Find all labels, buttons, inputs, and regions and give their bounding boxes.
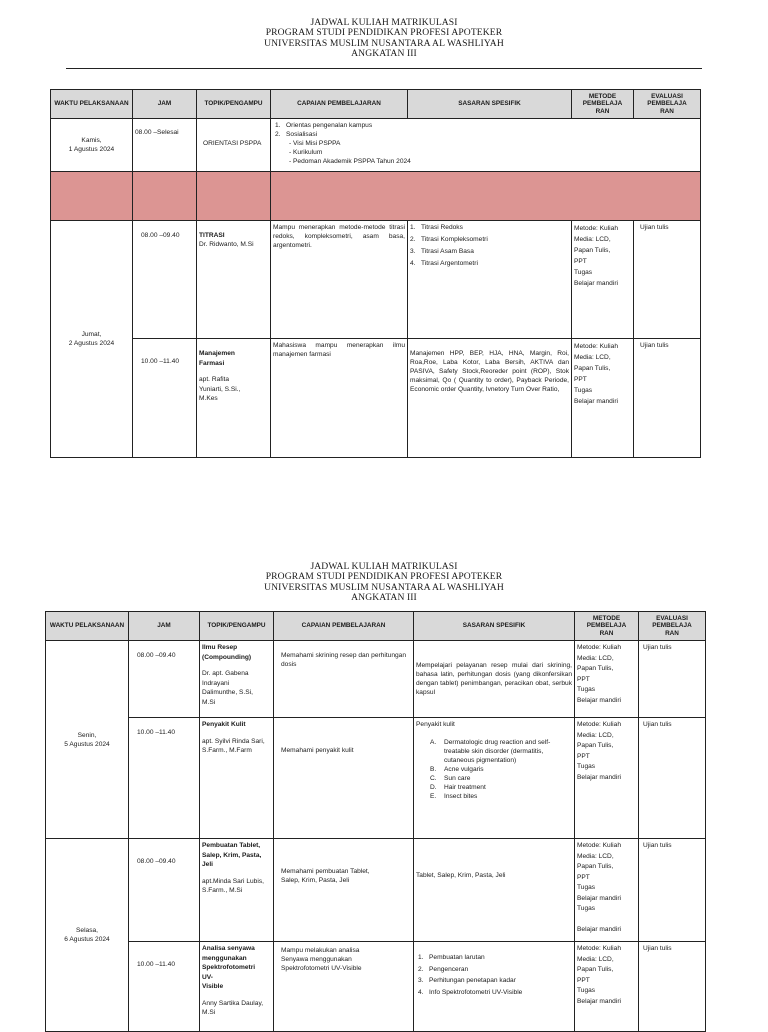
orientation-agenda: 1. Orientas pengenalan kampus 2. Sosialisasi - Visi Misi PSPPA - Kurikulum - Pedoman Akademik PSPPA Tahun 2024 xyxy=(271,119,701,172)
topic-cell: ORIENTASI PSPPA xyxy=(197,119,271,172)
col-topik: TOPIK/PENGAMPU xyxy=(200,612,274,641)
evaluation-cell: Ujian tulis xyxy=(634,339,701,458)
method-cell: Metode: Kuliah Media: LCD, Papan Tulis, PPT Tugas Belajar mandiri xyxy=(572,339,634,458)
method-cell: Metode: Kuliah Media: LCD, Papan Tulis, PPT Tugas Belajar mandiri xyxy=(575,942,639,1032)
topic-cell: Ilmu Resep (Compounding) Dr. apt. Gabena Indrayani Dalimunthe, S.Si, M.Si xyxy=(200,641,274,718)
header-title: JADWAL KULIAH MATRIKULASI xyxy=(310,17,458,28)
col-metode: METODE PEMBELAJA RAN xyxy=(572,90,634,119)
learning-outcome: Mahasiswa mampu menerapkan ilmu manajemen farmasi xyxy=(271,339,408,458)
document-header-1 xyxy=(0,18,768,60)
header-program: PROGRAM STUDI PENDIDIKAN PROFESI APOTEKER xyxy=(265,571,503,583)
topic-cell: Penyakit Kulit apt. Syilvi Rinda Sari, S.Farm., M.Farm xyxy=(200,718,274,839)
table-row xyxy=(46,839,706,942)
col-evaluasi: EVALUASI PEMBELAJA RAN xyxy=(634,90,701,119)
table-row xyxy=(46,718,706,839)
header-title: JADWAL KULIAH MATRIKULASI xyxy=(310,561,458,572)
learning-outcome: Mampu menerapkan metode-metode titrasi redoks, kompleksometri, asam basa, argentometri. xyxy=(271,221,408,339)
date-cell: Senin, 5 Agustus 2024 xyxy=(46,641,129,839)
document-header-2 xyxy=(0,562,768,604)
time-cell: 10.00 –11.40 xyxy=(129,718,200,839)
col-capaian: CAPAIAN PEMBELAJARAN xyxy=(274,612,414,641)
col-topik: TOPIK/PENGAMPU xyxy=(197,90,271,119)
specific-targets: 1. Pembuatan larutan 2. Pengenceran 3. Perhitungan penetapan kadar 4. Info Spektrofotometri UV-Visible xyxy=(414,942,575,1032)
header-batch: ANGKATAN III xyxy=(351,48,417,60)
time-cell: 10.00 –11.40 xyxy=(129,942,200,1032)
learning-outcome: Mampu melakukan analisa Senyawa menggunakan Spektrofotometri UV-Visible xyxy=(274,942,414,1032)
specific-targets: 1. Titrasi Redoks 2. Titrasi Kompleksometri 3. Titrasi Asam Basa 4. Titrasi Argentometri xyxy=(408,221,572,339)
table-row xyxy=(46,942,706,1032)
col-capaian: CAPAIAN PEMBELAJARAN xyxy=(271,90,408,119)
method-cell: Metode: Kuliah Media: LCD, Papan Tulis, PPT Tugas Belajar mandiri Tugas Belajar mandiri xyxy=(575,839,639,942)
date-cell: Jumat, 2 Agustus 2024 xyxy=(51,221,133,458)
date-cell: Selasa, 6 Agustus 2024 xyxy=(46,839,129,1032)
time-cell: 08.00 –09.40 xyxy=(129,641,200,718)
col-metode: METODE PEMBELAJA RAN xyxy=(575,612,639,641)
learning-outcome: Memahami pembuatan Tablet, Salep, Krim, Pasta, Jeli xyxy=(274,839,414,942)
learning-outcome: Memahami penyakit kulit xyxy=(274,718,414,839)
specific-targets: Manajemen HPP, BEP, HJA, HNA, Margin, Roi, Roa,Roe, Laba Kotor, Laba Bersih, AKTIVA dan PASIVA, Safety Stock,Reoreder point (ROP), Stok maksimal, Qo ( Quantity to order), Payback Periode, Economic order Quantity, Ivnetory Turn Over Ratio, xyxy=(408,339,572,458)
topic-cell: TITRASI Dr. Ridwanto, M.Si xyxy=(197,221,271,339)
method-cell: Metode: Kuliah Media: LCD, Papan Tulis, PPT Tugas Belajar mandiri xyxy=(575,641,639,718)
schedule-table-1 xyxy=(50,89,701,458)
table-row xyxy=(51,221,701,339)
header-university: UNIVERSITAS MUSLIM NUSANTARA AL WASHLIYAH xyxy=(264,37,504,49)
table-row xyxy=(51,339,701,458)
topic-cell: Analisa senyawa menggunakan Spektrofotometri UV- Visible Anny Sartika Daulay, M.Si xyxy=(200,942,274,1032)
col-jam: JAM xyxy=(129,612,200,641)
method-cell: Metode: Kuliah Media: LCD, Papan Tulis, PPT Tugas Belajar mandiri xyxy=(575,718,639,839)
evaluation-cell: Ujian tulis xyxy=(639,641,706,718)
evaluation-cell: Ujian tulis xyxy=(634,221,701,339)
time-cell: 08.00 –09.40 xyxy=(133,221,197,339)
evaluation-cell: Ujian tulis xyxy=(639,839,706,942)
topic-cell: Pembuatan Tablet, Salep, Krim, Pasta, Jeli apt.Minda Sari Lubis, S.Farm., M.Si xyxy=(200,839,274,942)
evaluation-cell: Ujian tulis xyxy=(639,942,706,1032)
table-row xyxy=(51,119,701,172)
col-sasaran: SASARAN SPESIFIK xyxy=(414,612,575,641)
evaluation-cell: Ujian tulis xyxy=(639,718,706,839)
col-waktu: WAKTU PELAKSANAAN xyxy=(46,612,129,641)
time-cell: 10.00 –11.40 xyxy=(133,339,197,458)
header-university: UNIVERSITAS MUSLIM NUSANTARA AL WASHLIYAH xyxy=(264,581,504,593)
col-waktu: WAKTU PELAKSANAAN xyxy=(51,90,133,119)
specific-targets: Penyakit kulit A. Dermatologic drug reaction and self-treatable skin disorder (dermatitis, cutaneous pigmentation) B. Acne vulgaris C. Sun care D. Hair treatment E. Insect bites xyxy=(414,718,575,839)
table-header-row xyxy=(46,612,706,641)
time-cell: 08.00 –09.40 xyxy=(129,839,200,942)
highlight-row xyxy=(51,172,701,221)
specific-targets: Mempelajari pelayanan resep mulai dari skrining, bahasa latin, perhitungan dosis (yang dikonfersikan dengan tablet) penimbangan, peracikan obat, serbuk kapsul xyxy=(414,641,575,718)
learning-outcome: Memahami skrining resep dan perhitungan dosis xyxy=(274,641,414,718)
col-jam: JAM xyxy=(133,90,197,119)
date-cell: Kamis, 1 Agustus 2024 xyxy=(51,119,133,172)
method-cell: Metode: Kuliah Media: LCD, Papan Tulis, PPT Tugas Belajar mandiri xyxy=(572,221,634,339)
table-row xyxy=(46,641,706,718)
header-program: PROGRAM STUDI PENDIDIKAN PROFESI APOTEKER xyxy=(265,27,503,39)
specific-targets: Tablet, Salep, Krim, Pasta, Jeli xyxy=(414,839,575,942)
table-header-row xyxy=(51,90,701,119)
topic-cell: Manajemen Farmasi apt. Rafita Yuniarti, S.Si., M.Kes xyxy=(197,339,271,458)
header-batch: ANGKATAN III xyxy=(351,592,417,604)
time-cell: 08.00 –Selesai xyxy=(133,119,197,172)
header-divider xyxy=(66,68,702,69)
schedule-table-2 xyxy=(45,611,706,1032)
col-evaluasi: EVALUASI PEMBELAJA RAN xyxy=(639,612,706,641)
col-sasaran: SASARAN SPESIFIK xyxy=(408,90,572,119)
